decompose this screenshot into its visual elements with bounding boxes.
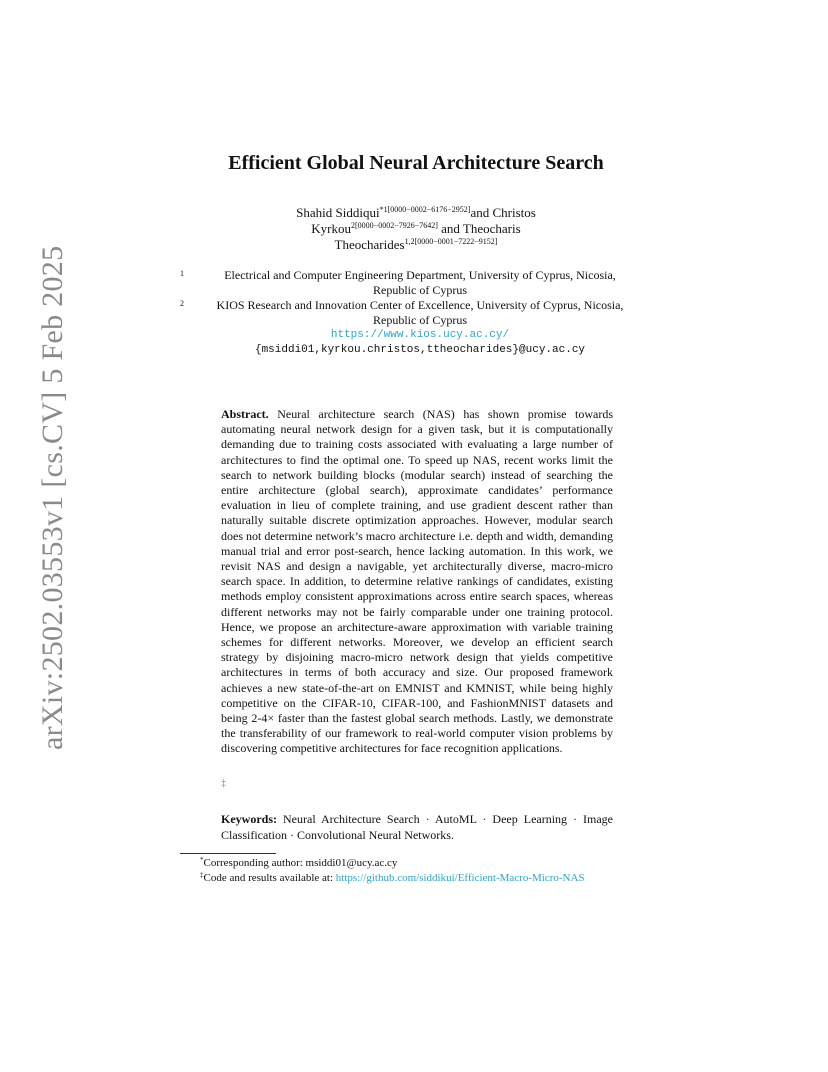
affiliation-line: KIOS Research and Innovation Center of Excellence, University of Cyprus, Nicosia,	[216, 298, 624, 312]
code-repository-link[interactable]: https://github.com/siddikui/Efficient-Macro-Micro-NAS	[335, 872, 585, 884]
author-list	[220, 205, 612, 253]
footnote-text: Corresponding author: msiddi01@ucy.ac.cy	[203, 857, 398, 869]
author-emails: {msiddi01,kyrkou.christos,ttheocharides}@ucy.ac.cy	[254, 344, 586, 356]
abstract-text: Neural architecture search (NAS) has shown promise towards automating neural network design for a given task, but it is computationally demanding due to training costs associated with evaluating a large number of architectures to find the optimal one. To speed up NAS, recent works limit the search to network building blocks (modular search) instead of searching the entire architecture (global search), approximate candidates’ performance evaluation in lieu of complete training, and use gradient descent rather than naturally suitable discrete optimization approaches. However, modular search does not determine network’s macro architecture i.e. depth and width, demanding manual trial and error post-search, hence lacking automation. In this work, we revisit NAS and design a navigable, yet architecturally diverse, macro-micro search space. In addition, to determine relative rankings of candidates, existing methods employ consistent approximations across entire search spaces, whereas different networks may not be fairly comparable under one training protocol. Hence, we propose an architecture-aware approximation with variable training schemes for different networks. Moreover, we develop an efficient search strategy by disjoining macro-micro network design that yields competitive architectures in terms of both accuracy and size. Our proposed framework achieves a new state-of-the-art on EMNIST and KMNIST, while being highly competitive on the CIFAR-10, CIFAR-100, and FashionMNIST datasets and being 2-4× faster than the fastest global search methods. Lastly, we demonstrate the transferability of our framework to real-world computer vision problems by discovering competitive architectures for face recognition applications.	[221, 407, 614, 756]
footnote-mark: ‡	[200, 871, 204, 879]
footnote-dagger-link[interactable]: ‡	[221, 778, 226, 789]
author-orcid: 1,2[0000−0001−7222−9152]	[404, 237, 498, 246]
footnote-divider	[180, 853, 276, 854]
footnote-text: Code and results available at:	[203, 872, 336, 884]
author-name: Theocharides	[334, 237, 405, 252]
author-name: Kyrkou	[311, 221, 352, 236]
arxiv-identifier: arXiv:2502.03553v1 [cs.CV] 5 Feb 2025	[36, 245, 69, 750]
paper-title: Efficient Global Neural Architecture Search	[228, 152, 604, 174]
abstract-label: Abstract.	[221, 407, 269, 421]
author-name: Shahid Siddiqui	[296, 205, 380, 220]
footnote-corresponding-author	[180, 856, 660, 871]
affiliation-number: 2	[180, 299, 184, 308]
author-orcid: *1[0000−0002−6176−2952]	[379, 205, 471, 214]
author-connector: and Christos	[470, 205, 536, 220]
footnote-mark: *	[200, 856, 204, 864]
affiliation-line: Electrical and Computer Engineering Department, University of Cyprus, Nicosia,	[224, 268, 616, 282]
institution-url-link[interactable]: https://www.kios.ucy.ac.cy/	[330, 329, 510, 341]
affiliation-number: 1	[180, 269, 184, 278]
affiliation-line: Republic of Cyprus	[373, 313, 467, 327]
keywords-text: Neural Architecture Search · AutoML · Deep Learning · Image Classification · Convolutional Neural Networks.	[221, 812, 614, 842]
footnotes	[180, 856, 660, 886]
keywords	[221, 812, 613, 843]
abstract	[221, 407, 613, 757]
author-connector: and Theocharis	[437, 221, 521, 236]
keywords-label: Keywords:	[221, 812, 277, 826]
affiliation-line: Republic of Cyprus	[373, 283, 467, 297]
author-orcid: 2[0000−0002−7926−7642]	[351, 221, 438, 230]
footnote-code	[180, 871, 660, 886]
affiliation-2	[180, 298, 660, 328]
affiliations	[180, 268, 660, 358]
affiliation-1	[180, 268, 660, 298]
